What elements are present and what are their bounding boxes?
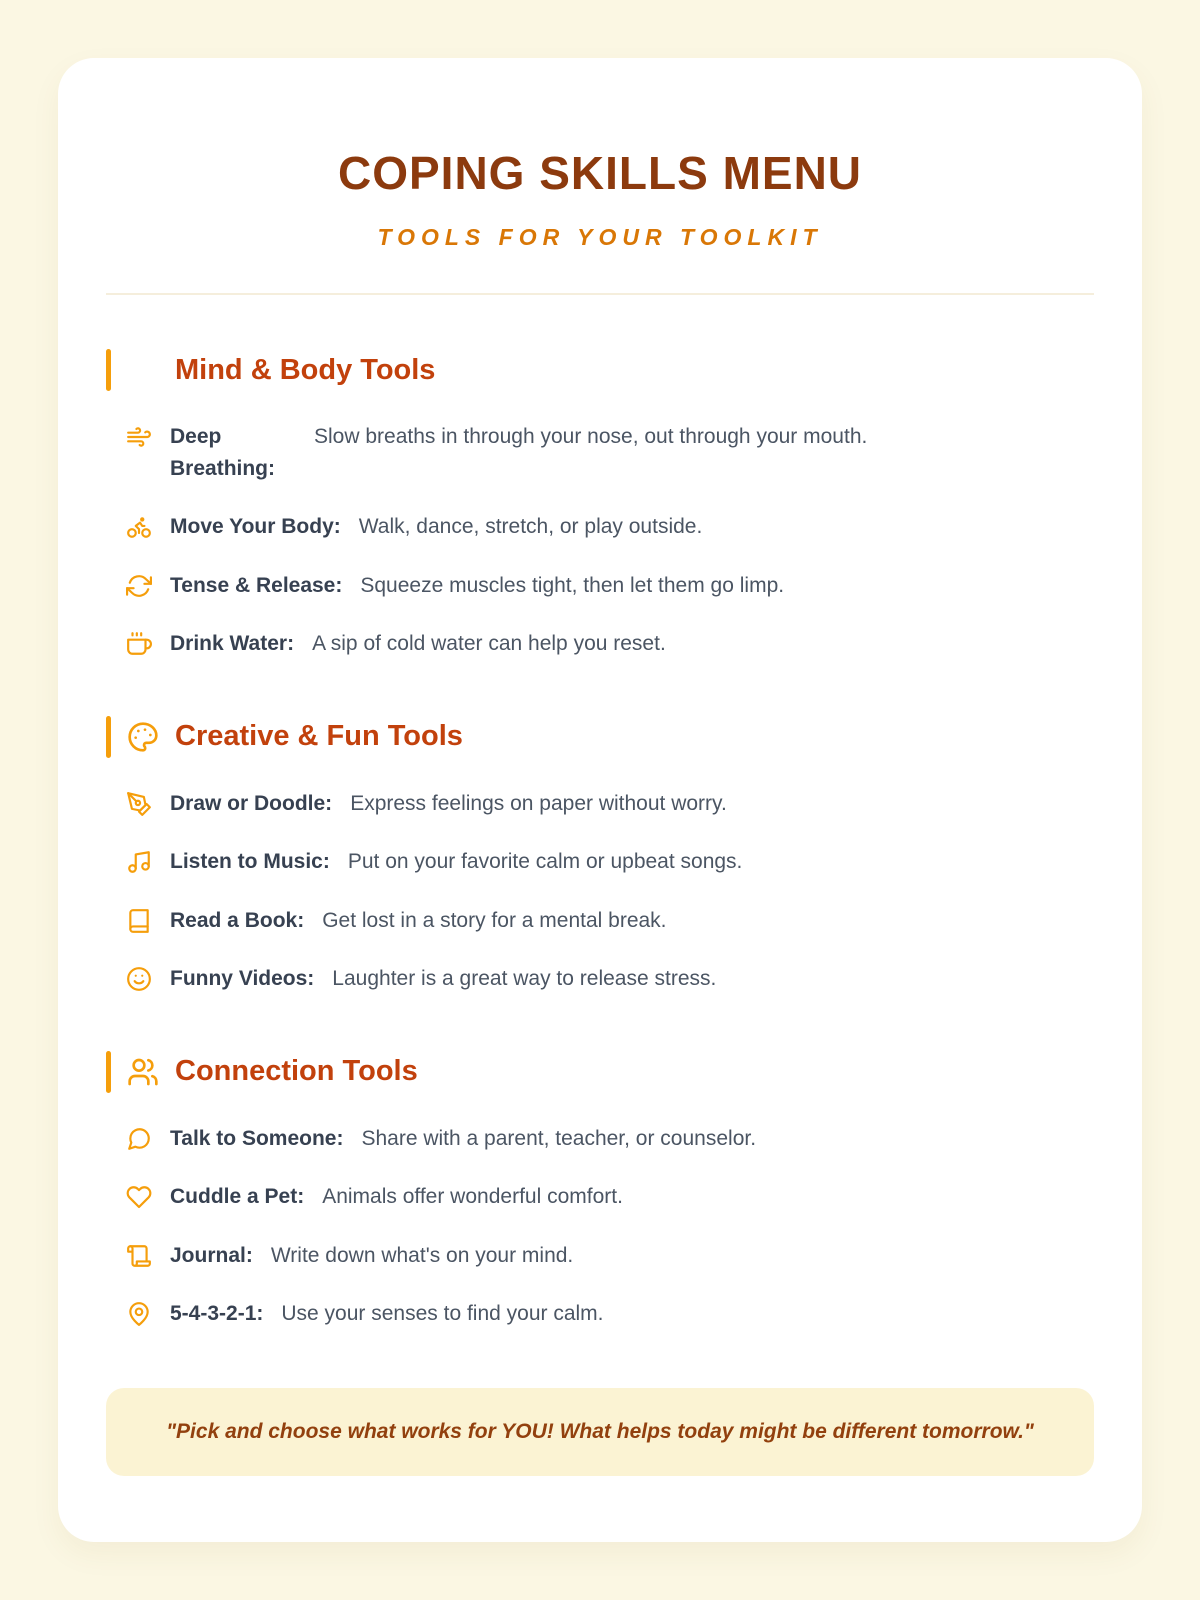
- item-label: Tense & Release:: [170, 573, 343, 597]
- item-description: Write down what's on your mind.: [270, 1243, 574, 1267]
- heart-icon: [126, 1184, 152, 1210]
- section-title: Mind & Body Tools: [175, 353, 436, 386]
- list-item: [106, 1181, 1094, 1213]
- speech-bubble-icon: [126, 1126, 152, 1152]
- item-label: Draw or Doodle:: [170, 791, 333, 815]
- footer-quote: "Pick and choose what works for YOU! What helps today might be different tomorrow.": [166, 1419, 1034, 1443]
- list-item: [106, 788, 1094, 820]
- item-description: Slow breaths in through your nose, out through your mouth.: [314, 425, 868, 448]
- bicycle-icon: [126, 514, 152, 540]
- item-label: Cuddle a Pet:: [170, 1185, 305, 1208]
- sections: [106, 349, 1094, 1330]
- smiley-icon: [126, 966, 152, 992]
- item-description: Walk, dance, stretch, or play outside.: [358, 515, 703, 538]
- section-items: [106, 788, 1094, 995]
- item-label: Move Your Body:: [170, 515, 341, 538]
- item-description: Get lost in a story for a mental break.: [322, 908, 667, 932]
- map-pin-icon: [126, 1301, 152, 1327]
- music-note-icon: [126, 849, 152, 875]
- people-icon: [127, 1056, 159, 1088]
- item-description: Share with a parent, teacher, or counselor.: [361, 1126, 757, 1150]
- list-item: [106, 570, 1094, 602]
- item-label: Talk to Someone:: [170, 1126, 344, 1150]
- section-title: Creative & Fun Tools: [175, 720, 463, 752]
- section-items: [106, 421, 1094, 660]
- item-label: Funny Videos:: [170, 967, 315, 990]
- cup-icon: [126, 631, 152, 657]
- refresh-icon: [126, 573, 152, 599]
- coping-skills-card: [58, 58, 1142, 1542]
- item-description: Laughter is a great way to release stress.: [332, 967, 717, 990]
- list-item: [106, 1298, 1094, 1330]
- section-accent-bar: [106, 716, 111, 758]
- section-header: [106, 1051, 1094, 1093]
- list-item: [106, 963, 1094, 995]
- list-item: [106, 905, 1094, 937]
- section-accent-bar: [106, 349, 111, 391]
- page-title: COPING SKILLS MENU: [337, 147, 863, 199]
- item-description: Animals offer wonderful comfort.: [322, 1185, 623, 1208]
- list-item: [106, 846, 1094, 878]
- item-label: Drink Water:: [170, 632, 295, 655]
- list-item: [106, 628, 1094, 660]
- section: [106, 349, 1094, 660]
- item-description: Express feelings on paper without worry.: [350, 791, 727, 815]
- list-item: [106, 421, 1094, 484]
- section-title: Connection Tools: [175, 1055, 418, 1087]
- section-accent-bar: [106, 1051, 111, 1093]
- item-description: Use your senses to find your calm.: [281, 1302, 604, 1325]
- item-label: Journal:: [170, 1243, 253, 1267]
- section: [106, 1051, 1094, 1330]
- list-item: [106, 1123, 1094, 1155]
- footer-quote-box: [106, 1388, 1094, 1476]
- palette-icon: [127, 721, 159, 753]
- list-item: [106, 1240, 1094, 1272]
- section-header: [106, 349, 1094, 391]
- divider: [106, 293, 1094, 295]
- item-description: Put on your favorite calm or upbeat songs.: [347, 850, 743, 873]
- section-items: [106, 1123, 1094, 1330]
- item-label: Read a Book:: [170, 908, 305, 932]
- page-subtitle: TOOLS FOR YOUR TOOLKIT: [377, 224, 823, 250]
- section-header: [106, 716, 1094, 758]
- book-icon: [126, 908, 152, 934]
- section: [106, 716, 1094, 995]
- section-icon: [127, 354, 159, 386]
- item-description: Squeeze muscles tight, then let them go limp.: [360, 573, 785, 597]
- item-label: Deep Breathing:: [170, 425, 275, 480]
- pen-icon: [126, 791, 152, 817]
- item-label: 5-4-3-2-1:: [170, 1302, 264, 1325]
- wind-icon: [126, 424, 152, 450]
- scroll-icon: [126, 1243, 152, 1269]
- item-label: Listen to Music:: [170, 850, 330, 873]
- list-item: [106, 511, 1094, 543]
- item-description: A sip of cold water can help you reset.: [312, 632, 666, 655]
